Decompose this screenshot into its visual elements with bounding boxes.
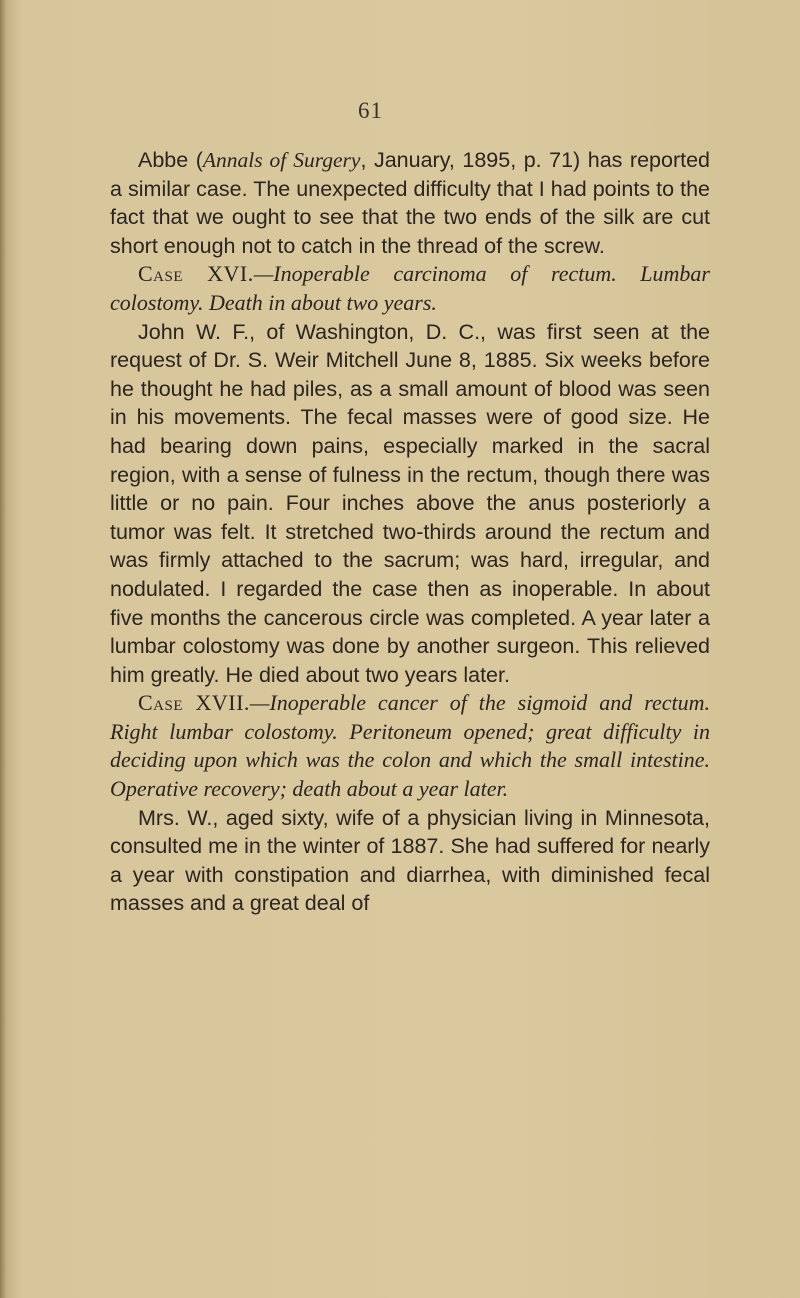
case-xvi-title: —Inoperable carcinoma of rectum. Lumbar colostomy. Death in about two years. (110, 261, 710, 315)
paragraph-abbe-citation (110, 146, 710, 260)
document-body (110, 146, 710, 918)
journal-citation: Annals of Surgery (202, 148, 361, 172)
page-number: 61 (358, 98, 383, 123)
case-xvii-heading (110, 689, 710, 803)
paragraph-case-xvi-history: John W. F., of Washington, D. C., was first seen at the request of Dr. S. Weir Mitchell June 8, 1885. Six weeks before he thought he had piles, as a small amount of blood was seen in his movements. The fecal masses were of good size. He had bearing down pains, especially marked in the sacral region, with a sense of fulness in the rectum, though there was little or no pain. Four inches above the anus posteriorly a tumor was felt. It stretched two-thirds around the rectum and was firmly attached to the sacrum; was hard, irregular, and nodulated. I regarded the case then as inoperable. In about five months the cancerous circle was completed. A year later a lumbar colostomy was done by another surgeon. This relieved him greatly. He died about two years later. (110, 319, 710, 687)
case-xvi-heading (110, 260, 710, 317)
case-xvi-label: Case XVI. (138, 261, 254, 287)
page-binding-edge (0, 0, 6, 1298)
case-xvii-label: Case XVII. (138, 690, 250, 716)
paragraph-rest: , January, 1895, p. 71) has reported a similar case. The unexpected difficulty that I had points to the fact that we ought to see that the two ends of the silk are cut short enough not to catch in the thread of the screw. (110, 148, 711, 258)
case-xvii-title: —Inoperable cancer of the sigmoid and rectum. Right lumbar colostomy. Peritoneum opened; great difficulty in deciding upon which was the colon and which the small intestine. Operative recovery; death about a year later. (110, 690, 710, 802)
paragraph-case-xvii-history: Mrs. W., aged sixty, wife of a physician living in Minnesota, consulted me in the winter of 1887. She had suffered for nearly a year with constipation and diarrhea, with diminished fecal masses and a great deal of (110, 805, 710, 916)
paragraph-lead: Abbe ( (138, 148, 203, 172)
